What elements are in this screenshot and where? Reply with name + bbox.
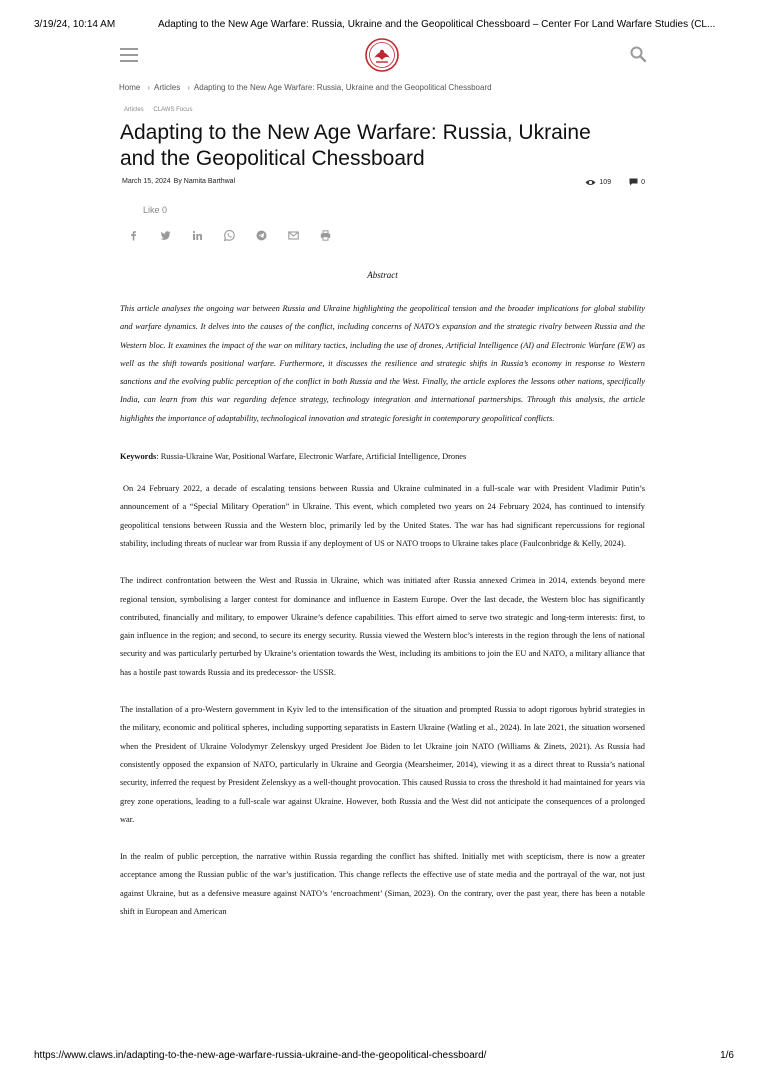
post-author[interactable]: By Namita Barthwal (173, 178, 236, 185)
comment-count[interactable] (629, 178, 645, 186)
page-title: Adapting to the New Age Warfare: Russia, Ukraine and the Geopolitical Chessboard (120, 121, 591, 170)
article-paragraph: The installation of a pro-Western government in Kyiv led to the intensification of the situation and prompted Russia to adopt rigorous hybrid strategies in the military, economic and political spheres, including supporting separatists in Eastern Ukraine (Watling et al., 2024). In late 2021, the situation worsened when the President of Ukraine Volodymyr Zelenskyy urged President Joe Biden to let Ukraine join NATO (Williams & Zinets, 2021). As Russia had consistently opposed the expansion of NATO, particularly in Ukraine and Georgia (Mearsheimer, 2014), viewing it as a direct threat to Russia’s national security, inferred the request by President Zelenskyy as a well-thought provocation. This caused Russia to cross the threshold it had maintained for years via grey zone operations, leading to a full-scale war against Ukraine. However, both Russia and the West did not anticipate the consequences of a prolonged war. (120, 705, 645, 824)
linkedin-icon (192, 230, 203, 241)
print-page-number: 1/6 (720, 1050, 734, 1061)
like-button[interactable]: Like 0 (143, 205, 168, 215)
email-icon (288, 230, 299, 241)
print-url: https://www.claws.in/adapting-to-the-new-age-warfare-russia-ukraine-and-the-geopolitical-chessboard/ (34, 1050, 487, 1061)
whatsapp-share-button[interactable] (224, 228, 256, 242)
article-paragraph: In the realm of public perception, the narrative within Russia regarding the conflict has shifted. Initially met with scepticism, there is now a greater acceptance among the Russian public of the war’s justification. This change reflects the effective use of state media and the portrayal of the war, not just against Ukraine, but as a defensive measure against NATO’s ‘encroachment’ (Siman, 2023). On the contrary, over the past year, there has been a notable shift in European and American (120, 852, 645, 917)
keywords (120, 450, 645, 464)
article-paragraph: The indirect confrontation between the West and Russia in Ukraine, which was initiated after Russia annexed Crimea in 2014, extends beyond mere regional tension, symbolising a larger contest for dominance and influence in Eastern Europe. Over the last decade, the Western bloc has significantly contributed, financially and military, to empower Ukraine’s defence capabilities. This effort aimed to serve two strategic and long-term interests: first, to gain influence in the region; and second, to secure its energy security. Russia viewed the Western bloc’s interests in the region through the lens of national security and was particularly perturbed by Ukraine’s orientation towards the West, including its ambitions to join the EU and NATO, a military alliance that has a hostile past towards Russia and its predecessor- the USSR. (120, 576, 645, 677)
view-count-value: 109 (599, 178, 612, 186)
facebook-share-button[interactable] (128, 228, 160, 242)
email-share-button[interactable] (288, 228, 320, 242)
abstract-text: This article analyses the ongoing war between Russia and Ukraine highlighting the geopolitical tension and the broader implications for global stability and warfare dynamics. It delves into the causes of the conflict, including concerns of NATO’s expansion and the strategic rivalry between Russia and the Western bloc. It examines the impact of the war on military tactics, including the use of drones, Artificial Intelligence (AI) and Electronic Warfare (EW) as well as the shift towards positional warfare. Furthermore, it discusses the resilience and strategic shifts in Russia’s economy in response to Western sanctions and the evolving public perception of the conflict in both Russia and the West. Finally, the article explores the lessons other nations, specifically India, can learn from this war regarding defence strategy, technology integration and international partnerships. Through this analysis, the article highlights the importance of adaptability, technological innovation and strategic foresight in contemporary geopolitical conflicts. (120, 304, 645, 423)
post-meta (122, 178, 235, 185)
share-buttons (128, 228, 352, 242)
breadcrumb (119, 83, 495, 92)
category-tags (124, 107, 200, 113)
telegram-icon (256, 230, 267, 241)
eye-icon (585, 179, 596, 186)
linkedin-share-button[interactable] (192, 228, 224, 242)
hamburger-icon[interactable] (120, 48, 138, 62)
twitter-icon (160, 230, 171, 241)
keywords-text: : Russia-Ukraine War, Positional Warfare, Electronic Warfare, Artificial Intelligence, Drones (156, 452, 467, 462)
search-icon[interactable] (630, 46, 646, 62)
twitter-share-button[interactable] (160, 228, 192, 242)
article-paragraph: On 24 February 2022, a decade of escalating tensions between Russia and Ukraine culminated in a full-scale war with President Vladimir Putin’s announcement of a “Special Military Operation” in Ukraine. This event, which completed two years on 24 February 2024, has continued to intensify geopolitical tensions between Russia and the Western bloc, primarily led by the United States. The war has had significant repercussions for regional stability, including threats of nuclear war from Russia if any deployment of US or NATO troops to Ukraine takes place (Faulconbridge & Kelly, 2024). (120, 484, 645, 548)
site-header (120, 38, 646, 72)
article-body (120, 270, 645, 921)
comment-count-value: 0 (641, 178, 645, 186)
chevron-right-icon: › (147, 83, 151, 92)
category-tag-articles[interactable]: Articles (124, 107, 144, 113)
print-share-button[interactable] (320, 228, 352, 242)
abstract-heading: Abstract (367, 270, 398, 280)
breadcrumb-home[interactable]: Home (119, 83, 141, 92)
chevron-right-icon: › (187, 83, 190, 92)
breadcrumb-current: Adapting to the New Age Warfare: Russia, Ukraine and the Geopolitical Chessboard (193, 83, 492, 92)
print-doc-title: Adapting to the New Age Warfare: Russia, Ukraine and the Geopolitical Chessboard – Center For Land Warfare Studies (CL... (158, 19, 716, 30)
post-stats (567, 178, 645, 186)
post-date: March 15, 2024 (122, 178, 171, 185)
comment-icon (629, 178, 638, 186)
print-icon (320, 230, 331, 241)
category-tag-claws-focus[interactable]: CLAWS Focus (153, 107, 193, 113)
claws-logo[interactable] (365, 38, 399, 72)
keywords-label: Keywords (120, 452, 157, 462)
telegram-share-button[interactable] (256, 228, 288, 242)
print-date: 3/19/24, 10:14 AM (34, 19, 116, 30)
breadcrumb-articles[interactable]: Articles (154, 83, 181, 92)
facebook-icon (128, 230, 139, 241)
whatsapp-icon (224, 230, 235, 241)
view-count (585, 179, 611, 186)
